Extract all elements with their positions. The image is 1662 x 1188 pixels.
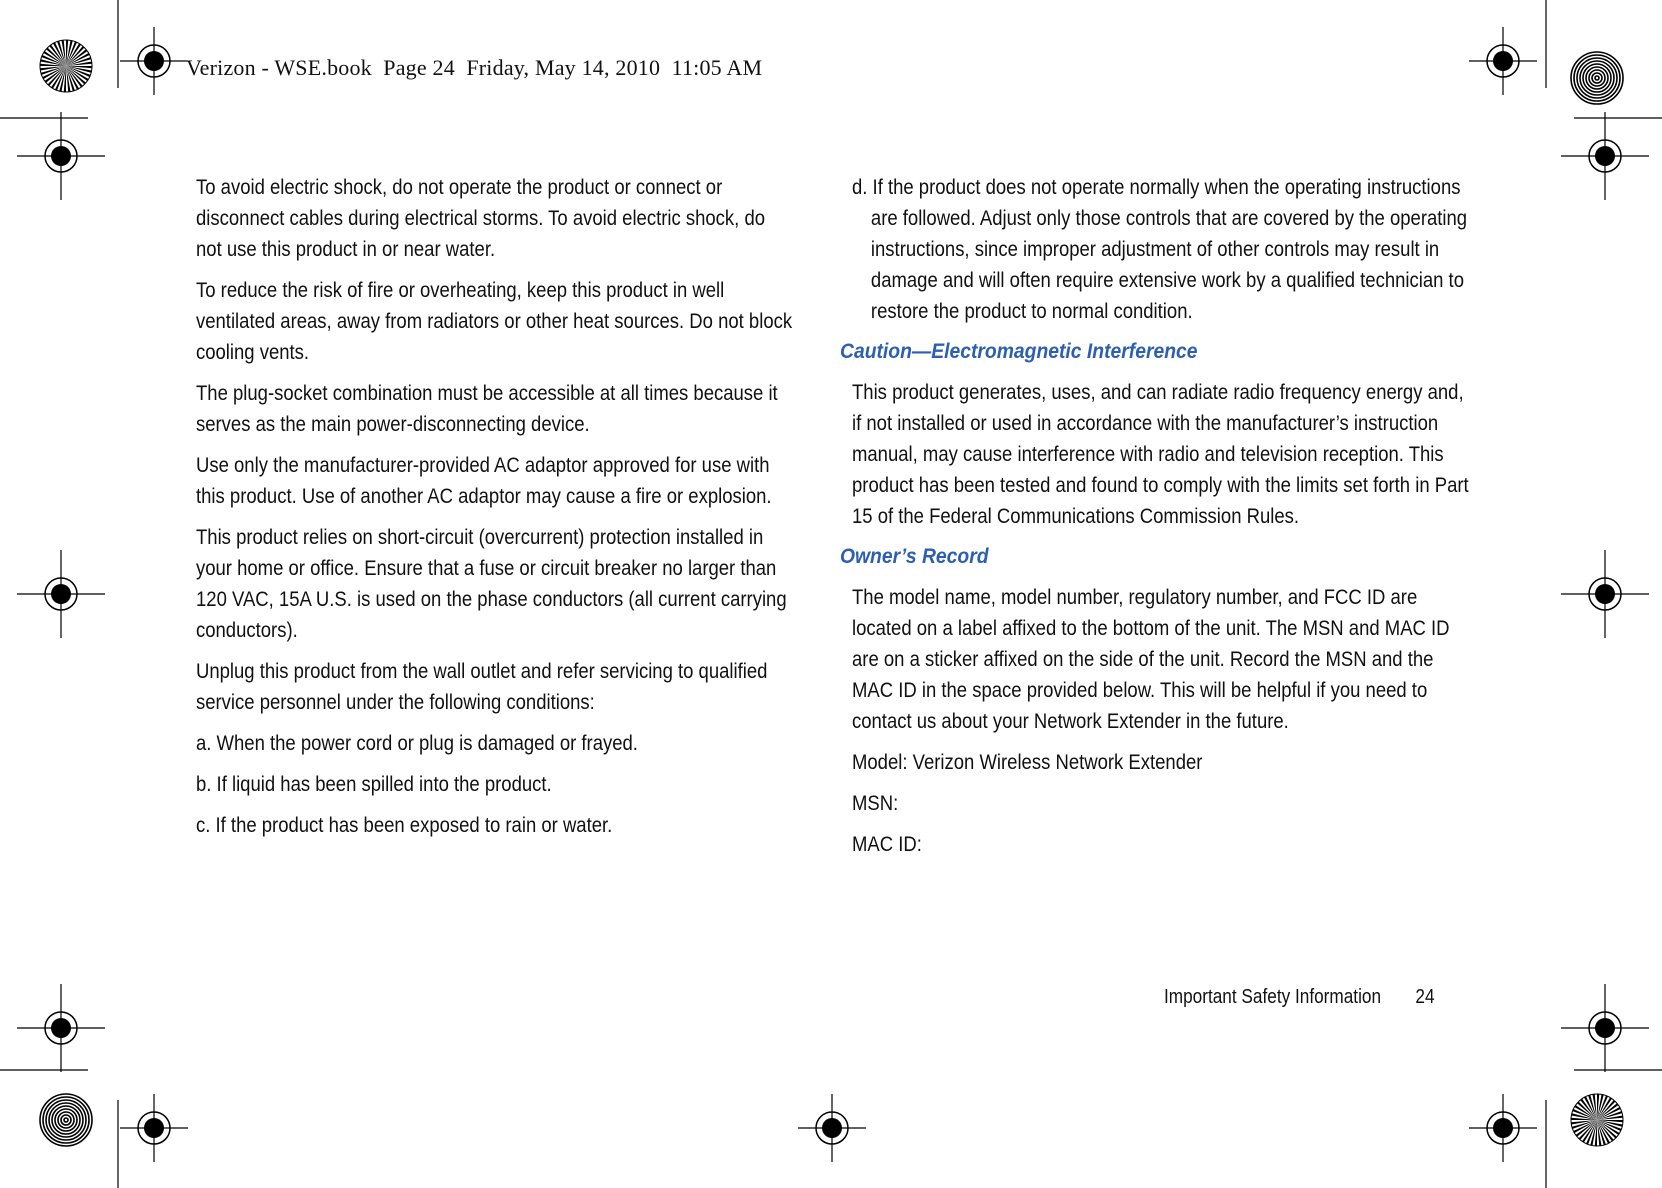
footer-section-title: Important Safety Information [1164,986,1382,1008]
registration-mark-icon [1469,1094,1537,1162]
registration-mark-icon [798,1094,866,1162]
ac-adaptor-paragraph: Use only the manufacturer-provided AC adaptor approved for use with this product. Use of another AC adaptor may cause a fire or explosion. [196,453,772,508]
registration-mark-icon [120,1094,188,1162]
registration-mark-icon [1561,112,1649,200]
shock-warning-paragraph: To avoid electric shock, do not operate the product or connect or disconnect cables during electrical storms. To avoid electric shock, do not use this product in or near water. [196,175,766,261]
registration-mark-icon [1469,27,1537,95]
short-circuit-paragraph: This product relies on short-circuit (overcurrent) protection installed in your home or office. Ensure that a fuse or circuit breaker no larger than 120 VAC, 15A U.S. is used on the phase conductors (all current carrying conductors). [196,525,787,642]
registration-mark-icon [17,550,105,638]
left-column [196,172,796,851]
condition-c: c. If the product has been exposed to rain or water. [196,813,613,837]
book-header-line: Verizon - WSE.book Page 24 Friday, May 14, 2010 11:05 AM [186,55,763,80]
starburst-target-icon [40,40,92,92]
unplug-paragraph: Unplug this product from the wall outlet and refer servicing to qualified service personnel under the following conditions: [196,659,768,714]
plug-socket-paragraph: The plug-socket combination must be accessible at all times because it serves as the main power-disconnecting device. [196,381,778,436]
caution-paragraph: This product generates, uses, and can radiate radio frequency energy and, if not installed or used in accordance with the manufacturer’s instruction manual, may cause interference with radio and television reception. This product has been tested and found to comply with the limits set forth in Part 15 of the Federal Communications Commission Rules. [852,380,1469,528]
registration-mark-icon [1561,550,1649,638]
registration-mark-icon [17,112,105,200]
registration-mark-icon [120,27,188,95]
condition-a: a. When the power cord or plug is damaged or frayed. [196,731,638,755]
mac-id-line: MAC ID: [852,832,922,856]
right-column [840,172,1472,870]
page-number: 24 [1415,986,1435,1008]
concentric-target-icon [40,1094,92,1146]
caution-heading: Caution—Electromagnetic Interference [840,340,1198,363]
starburst-target-icon [1571,1094,1623,1146]
overheating-paragraph: To reduce the risk of fire or overheating, keep this product in well ventilated areas, away from radiators or other heat sources. Do not block cooling vents. [196,278,793,364]
concentric-target-icon [1571,52,1623,104]
condition-d: d. If the product does not operate normally when the operating instructions are followed. Adjust only those controls that are covered by the operating instructions, since improper adjustment of other controls may result in damage and will often require extensive work by a qualified technician to restore the product to normal condition. [852,175,1468,323]
registration-mark-icon [17,984,105,1072]
registration-mark-icon [1561,984,1649,1072]
condition-b: b. If liquid has been spilled into the product. [196,772,552,796]
msn-line: MSN: [852,791,899,815]
model-line: Model: Verizon Wireless Network Extender [852,750,1203,774]
owners-record-paragraph: The model name, model number, regulatory number, and FCC ID are located on a label affixed to the bottom of the unit. The MSN and MAC ID are on a sticker affixed on the side of the unit. Record the MSN and the MAC ID in the space provided below. This will be helpful if you need to contact us about your Network Extender in the future. [852,585,1450,733]
owners-record-heading: Owner’s Record [840,545,989,568]
page-footer [1164,986,1435,1009]
